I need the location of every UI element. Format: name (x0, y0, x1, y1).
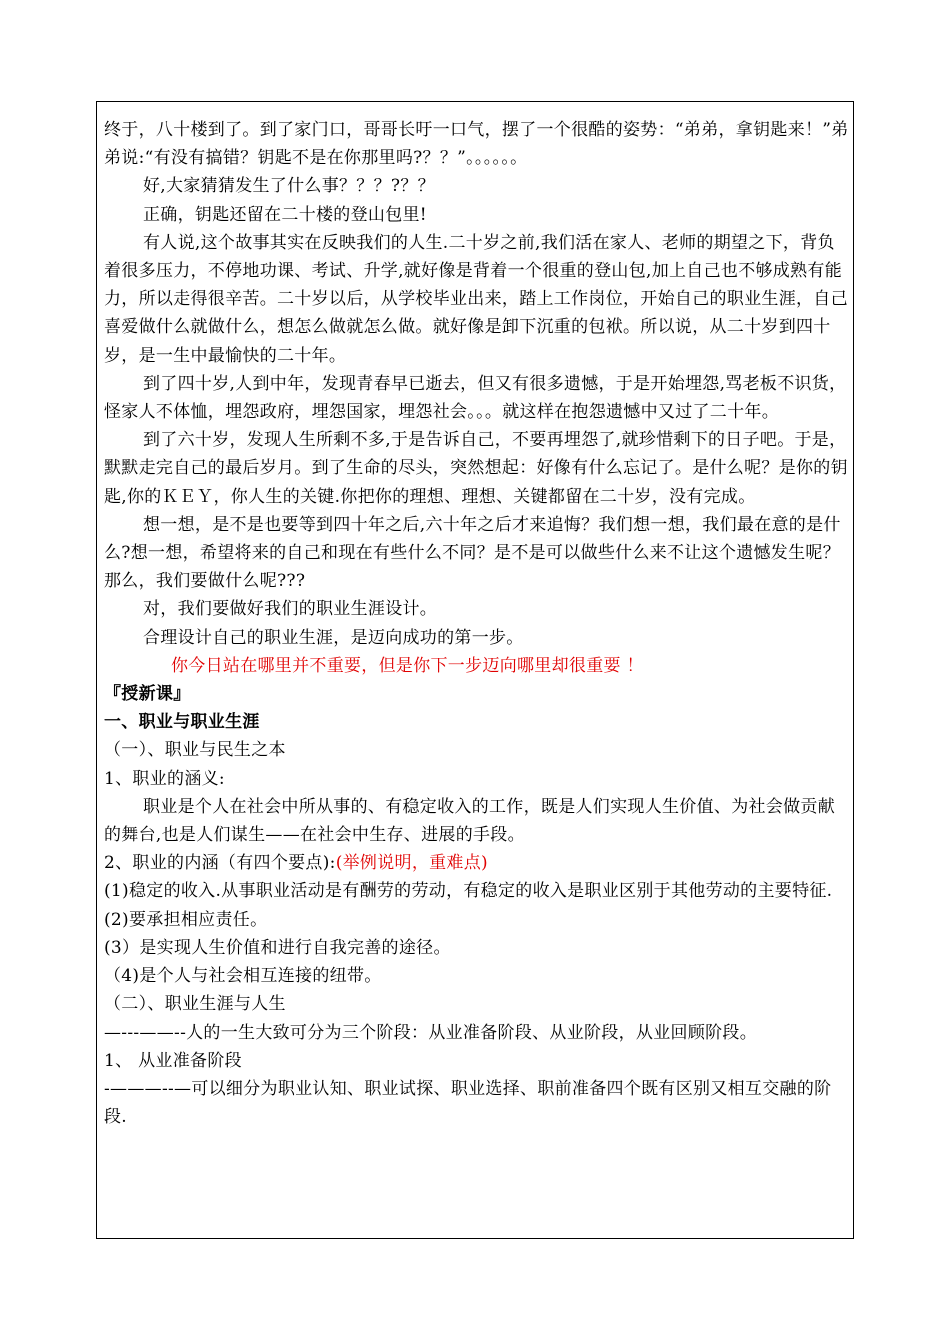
item-body-meaning: 职业是个人在社会中所从事的、有稳定收入的工作，既是人们实现人生价值、为社会做贡献的舞台,也是人们谋生——在社会中生存、进展的手段。 (104, 796, 835, 846)
point-self-value: (3）是实现人生价值和进行自我完善的途径。 (104, 937, 451, 958)
item-heading-connotation-text: 2、职业的内涵（有四个要点): (104, 853, 336, 874)
story-paragraph-first-step: 合理设计自己的职业生涯，是迈向成功的第一步。 (143, 627, 524, 648)
story-question: 好,大家猜猜发生了什么事？？？?？？ (143, 176, 435, 197)
life-stages-text: —---——--人的一生大致可分为三个阶段：从业准备阶段、从业阶段，从业回顾阶段。 (104, 1022, 758, 1043)
story-paragraph-reflect: 想一想，是不是也要等到四十年之后,六十年之后才来追悔？我们想一想，我们最在意的是什么?想一想，希望将来的自己和现在有些什么不同？是不是可以做些什么来不让这个遗憾发生呢？那么，我们要做什么呢??? (104, 514, 841, 592)
emphasis-quote: 你今日站在哪里并不重要，但是你下一步迈向哪里却很重要 ！ (171, 655, 644, 676)
point-income: (1)稳定的收入.从事职业活动是有酬劳的劳动，有稳定的收入是职业区别于其他劳动的主要特征. (104, 881, 833, 902)
section-heading-career: 一、职业与职业生涯 (104, 712, 260, 733)
story-paragraph-sixty: 到了六十岁，发现人生所剩不多,于是告诉自己，不要再埋怨了,就珍惜剩下的日子吧。于是，默默走完自己的最后岁月。到了生命的尽头，突然想起：好像有什么忘记了。是什么呢？是你的钥匙,你的ＫＥＹ，你人生的关键.你把你的理想、理想、关键都留在二十岁，没有完成。 (104, 430, 848, 507)
story-answer: 正确，钥匙还留在二十楼的登山包里! (143, 204, 427, 225)
point-link: （4)是个人与社会相互连接的纽带。 (104, 966, 382, 987)
subsection-heading-career-life: （二）、职业生涯与人生 (104, 994, 286, 1015)
point-responsibility: (2)要承担相应责任。 (104, 909, 268, 930)
story-paragraph-design: 对，我们要做好我们的职业生涯设计。 (143, 599, 438, 620)
item-heading-meaning: 1、职业的涵义: (104, 768, 225, 789)
item-heading-connotation (104, 849, 849, 877)
lesson-content (104, 116, 849, 1131)
story-paragraph-key: 终于，八十楼到了。到了家门口，哥哥长吁一口气，摆了一个很酷的姿势：“弟弟，拿钥匙来！”弟弟说:“有没有搞错？钥匙不是在你那里吗?？？”。。。。。。 (104, 120, 849, 169)
story-paragraph-forty: 到了四十岁,人到中年，发现青春早已逝去，但又有很多遗憾，于是开始埋怨,骂老板不识货，怪家人不体恤，埋怨政府，埋怨国家，埋怨社会。。。就这样在抱怨遗憾中又过了二十年。 (104, 373, 847, 423)
new-lesson-heading: 『授新课』 (104, 684, 191, 705)
teaching-note: (举例说明，重难点) (335, 853, 488, 874)
stage-heading-preparation: 1、 从业准备阶段 (104, 1050, 242, 1071)
stage-body-preparation: -———--—可以细分为职业认知、职业试探、职业选择、职前准备四个既有区别又相互交融的阶段. (104, 1078, 832, 1128)
subsection-heading-livelihood: （一）、职业与民生之本 (104, 740, 286, 761)
story-paragraph-life: 有人说,这个故事其实在反映我们的人生.二十岁之前,我们活在家人、老师的期望之下，背负着很多压力，不停地功课、考试、升学,就好像是背着一个很重的登山包,加上自己也不够成熟有能力，所以走得很辛苦。二十岁以后，从学校毕业出来，踏上工作岗位，开始自己的职业生涯，自己喜爱做什么就做什么，想怎么做就怎么做。就好像是卸下沉重的包袱。所以说，从二十岁到四十岁，是一生中最愉快的二十年。 (104, 232, 848, 366)
